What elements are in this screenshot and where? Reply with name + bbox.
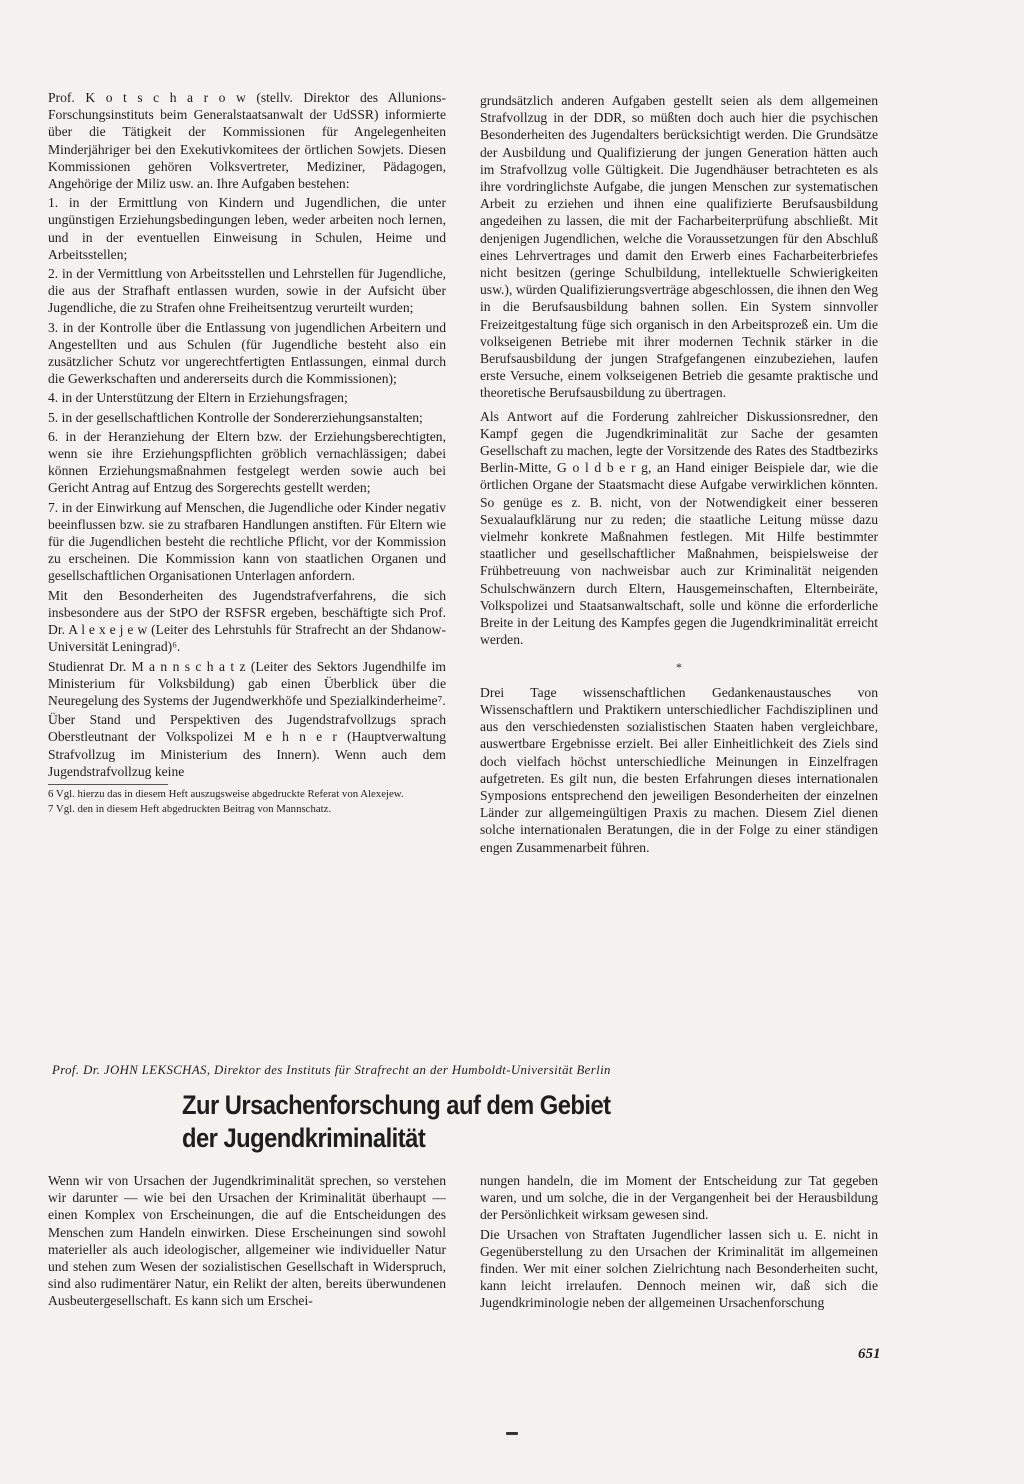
- list-item: 1. in der Ermittlung von Kindern und Jugendlichen, die unter ungünstigen Erziehungsbedingungen leben, weder arbeiten noch lernen, und in der eventuellen Einweisung in Schulen, Heime und Arbeitsstellen;: [48, 195, 446, 262]
- list-item: 4. in der Unterstützung der Eltern in Erziehungsfragen;: [48, 390, 348, 406]
- left-column: [48, 89, 446, 818]
- paragraph: Drei Tage wissenschaftlichen Gedankenaustausches von Wissenschaftlern und Praktikern unterschiedlicher Fachdisziplinen und aus den verschiedensten sozialistischen Staaten haben vergleichbare, auswertbare Ergebnisse erzielt. Bei aller Einheitlichkeit des Ziels sind doch vielfach höchst unterschiedliche Meinungen in Einzelfragen aufgetreten. Es gilt nun, die besten Erfahrungen dieses internationalen Symposions entsprechend den jeweiligen Besonderheiten der einzelnen Länder zur allgemeingültigen Praxis zu machen. Diesem Ziel dienen solche internationalen Beratungen, die in der Folge zu einer ständigen engen Zusammenarbeit führen.: [480, 684, 878, 855]
- list-item: 2. in der Vermittlung von Arbeitsstellen und Lehrstellen für Jugendliche, die aus der Strafhaft entlassen wurden, sowie in der Aufsicht über Jugendliche, die zu Strafen ohne Freiheitsentzug verurteilt wurden;: [48, 266, 446, 316]
- article-byline: Prof. Dr. JOHN LEKSCHAS, Direktor des Instituts für Strafrecht an der Humboldt-Universität Berlin: [52, 1063, 611, 1077]
- footnote: 6 Vgl. hierzu das in diesem Heft auszugsweise abgedruckte Referat von Alexejew.: [48, 787, 404, 800]
- list-item: 5. in der gesellschaftlichen Kontrolle der Sondererziehungsanstalten;: [48, 409, 423, 425]
- print-mark: [506, 1432, 518, 1435]
- list-item: 7. in der Einwirkung auf Menschen, die Jugendliche oder Kinder negativ beeinflussen bzw. sie zu strafbaren Handlungen anstiften. Für Eltern wie für die Jugendlichen besteht die rechtliche Pflicht, vor der Kommission zu erscheinen. Die Kommission kann von staatlichen Organen und gesellschaftlichen Organisationen Unterlagen anfordern.: [48, 499, 446, 584]
- section-separator: *: [676, 659, 682, 674]
- paragraph: Über Stand und Perspektiven des Jugendstrafvollzugs sprach Oberstleutnant der Volkspolizei M e h n e r (Hauptverwaltung Strafvollzug im Ministerium des Innern). Wenn auch dem Jugendstrafvollzug keine: [48, 712, 446, 779]
- right-column: [480, 92, 878, 858]
- article-left-column: [48, 1172, 446, 1312]
- paragraph: Mit den Besonderheiten des Jugendstrafverfahrens, die sich insbesondere aus der StPO der RSFSR ergeben, beschäftigte sich Prof. Dr. A l e x e j e w (Leiter des Lehrstuhls für Strafrecht an der Shdanow-Universität Leningrad)⁶.: [48, 587, 446, 655]
- list-item: 3. in der Kontrolle über die Entlassung von jugendlichen Arbeitern und Angestellten und aus Schulen (für Jugendliche besteht also ein zusätzlicher Schutz vor ungerechtfertigten Entlassungen, einmal durch die Gewerkschaften und andererseits durch die Kommissionen);: [48, 319, 446, 387]
- footnote: 7 Vgl. den in diesem Heft abgedruckten Beitrag von Mannschatz.: [48, 802, 332, 815]
- article-title-line: der Jugendkriminalität: [182, 1123, 426, 1153]
- article-right-column: [480, 1172, 878, 1314]
- paragraph: Wenn wir von Ursachen der Jugendkriminalität sprechen, so verstehen wir darunter — wie bei den Ursachen der Kriminalität überhaupt — einen Komplex von Erscheinungen, die auf die Entscheidungen des Menschen zum Handeln einwirken. Diese Erscheinungen sind sowohl materieller als auch ideologischer, allgemeiner wie individueller Natur und stehen zum Wesen der sozialistischen Gesellschaft in Widerspruch, sind also rudimentärer Natur, ein Relikt der alten, bereits überwundenen Ausbeutergesellschaft. Es kann sich um Erschei-: [48, 1173, 446, 1309]
- paragraph: Studienrat Dr. M a n n s c h a t z (Leiter des Sektors Jugendhilfe im Ministerium für Volksbildung) gab einen Überblick über die Neuregelung des Systems der Jugendwerkhöfe und Spezialkinderheime⁷.: [48, 658, 446, 708]
- page-number: 651: [858, 1346, 881, 1362]
- paragraph: Prof. K o t s c h a r o w (stellv. Direktor des Allunions-Forschungsinstituts beim Generalstaatsanwalt der UdSSR) informierte über die Tätigkeit der Kommissionen für Angelegenheiten Minderjähriger bei den Exekutivkomitees der örtlichen Sowjets. Diesen Kommissionen gehören Volksvertreter, Mediziner, Pädagogen, Angehörige der Miliz usw. an. Ihre Aufgaben bestehen:: [48, 90, 446, 192]
- article-title-line: Zur Ursachenforschung auf dem Gebiet: [182, 1090, 611, 1120]
- paragraph: Als Antwort auf die Forderung zahlreicher Diskussionsredner, den Kampf gegen die Jugendkriminalität zur Sache der gesamten Gesellschaft zu machen, legte der Vorsitzende des Rates des Stadtbezirks Berlin-Mitte, G o l d b e r g, an Hand einiger Beispiele dar, wie die örtlichen Organe der Staatsmacht diese Aufgabe verwirklichen könnten. So genüge es z. B. nicht, von der Notwendigkeit einer besseren Sexualaufklärung nur zu reden; die staatliche Leitung müsse dazu vielmehr konkrete Maßnahmen festlegen. Mit Hilfe bestimmter staatlicher und gesellschaftlicher Maßnahmen, beispielsweise der Frühbetreuung von nachweisbar auch zur Kriminalität neigenden Schulschwänzern durch Eltern, Hausgemeinschaften, Elternbeiräte, Volkspolizei und Staatsanwaltschaft, solle und könne die erforderliche Breite in der Leitung des Kampfes gegen die Jugendkriminalität erreicht werden.: [480, 408, 878, 648]
- list-item: 6. in der Heranziehung der Eltern bzw. der Erziehungsberechtigten, wenn sie ihre Erziehungspflichten gröblich vernachlässigen; dabei können Erziehungsmaßnahmen festgelegt werden sowie auch bei Gericht Antrag auf Entzug des Sorgerechts gestellt werden;: [48, 428, 446, 496]
- paragraph: Die Ursachen von Straftaten Jugendlicher lassen sich u. E. nicht in Gegenüberstellung zu den Ursachen der Kriminalität im allgemeinen finden. Wer mit einer solchen Zielrichtung nach Besonderheiten sucht, kann leicht irrelaufen. Dennoch meinen wir, daß sich die Jugendkriminologie neben der allgemeinen Ursachenforschung: [480, 1226, 878, 1311]
- footnote-divider: [48, 784, 168, 785]
- paragraph: grundsätzlich anderen Aufgaben gestellt seien als dem allgemeinen Strafvollzug in der DDR, so müßten doch auch hier die psychischen Besonderheiten des Jugendalters berücksichtigt werden. Die Grundsätze der Ausbildung und Qualifizierung der jungen Generation hätten auch im Strafvollzug volle Gültigkeit. Die Jugendhäuser betrachteten es als ihre vordringlichste Aufgabe, die jungen Menschen zur systematischen Arbeit zu erziehen und ihnen eine qualifizierte Berufsausbildung angedeihen zu lassen, die mit der Facharbeiterprüfung abschließt. Mit denjenigen Jugendlichen, welche die Voraussetzungen für den Abschluß eines Lehrvertrages und damit den Erwerb eines Facharbeiterbriefes nicht besitzen (geringe Schulbildung, intellektuelle Schwierigkeiten usw.), würden Qualifizierungsverträge abgeschlossen, die ihnen den Weg in die Berufsausbildung bahnen sollen. Ein System sinnvoller Freizeitgestaltung füge sich organisch in den Arbeitsprozeß ein. Um die volkseigenen Betriebe mit ihrer modernen Technik stärker in die Berufsausbildung der jungen Strafgefangenen einzubeziehen, laufen erste Versuche, einem volkseigenen Betrieb die gesamte praktische und theoretische Berufsausbildung zu übertragen.: [480, 93, 878, 401]
- paragraph: nungen handeln, die im Moment der Entscheidung zur Tat gegeben waren, und um solche, die in der Vergangenheit bei der Herausbildung der Persönlichkeit wirksam gewesen sind.: [480, 1173, 878, 1223]
- article-title: [182, 1089, 728, 1155]
